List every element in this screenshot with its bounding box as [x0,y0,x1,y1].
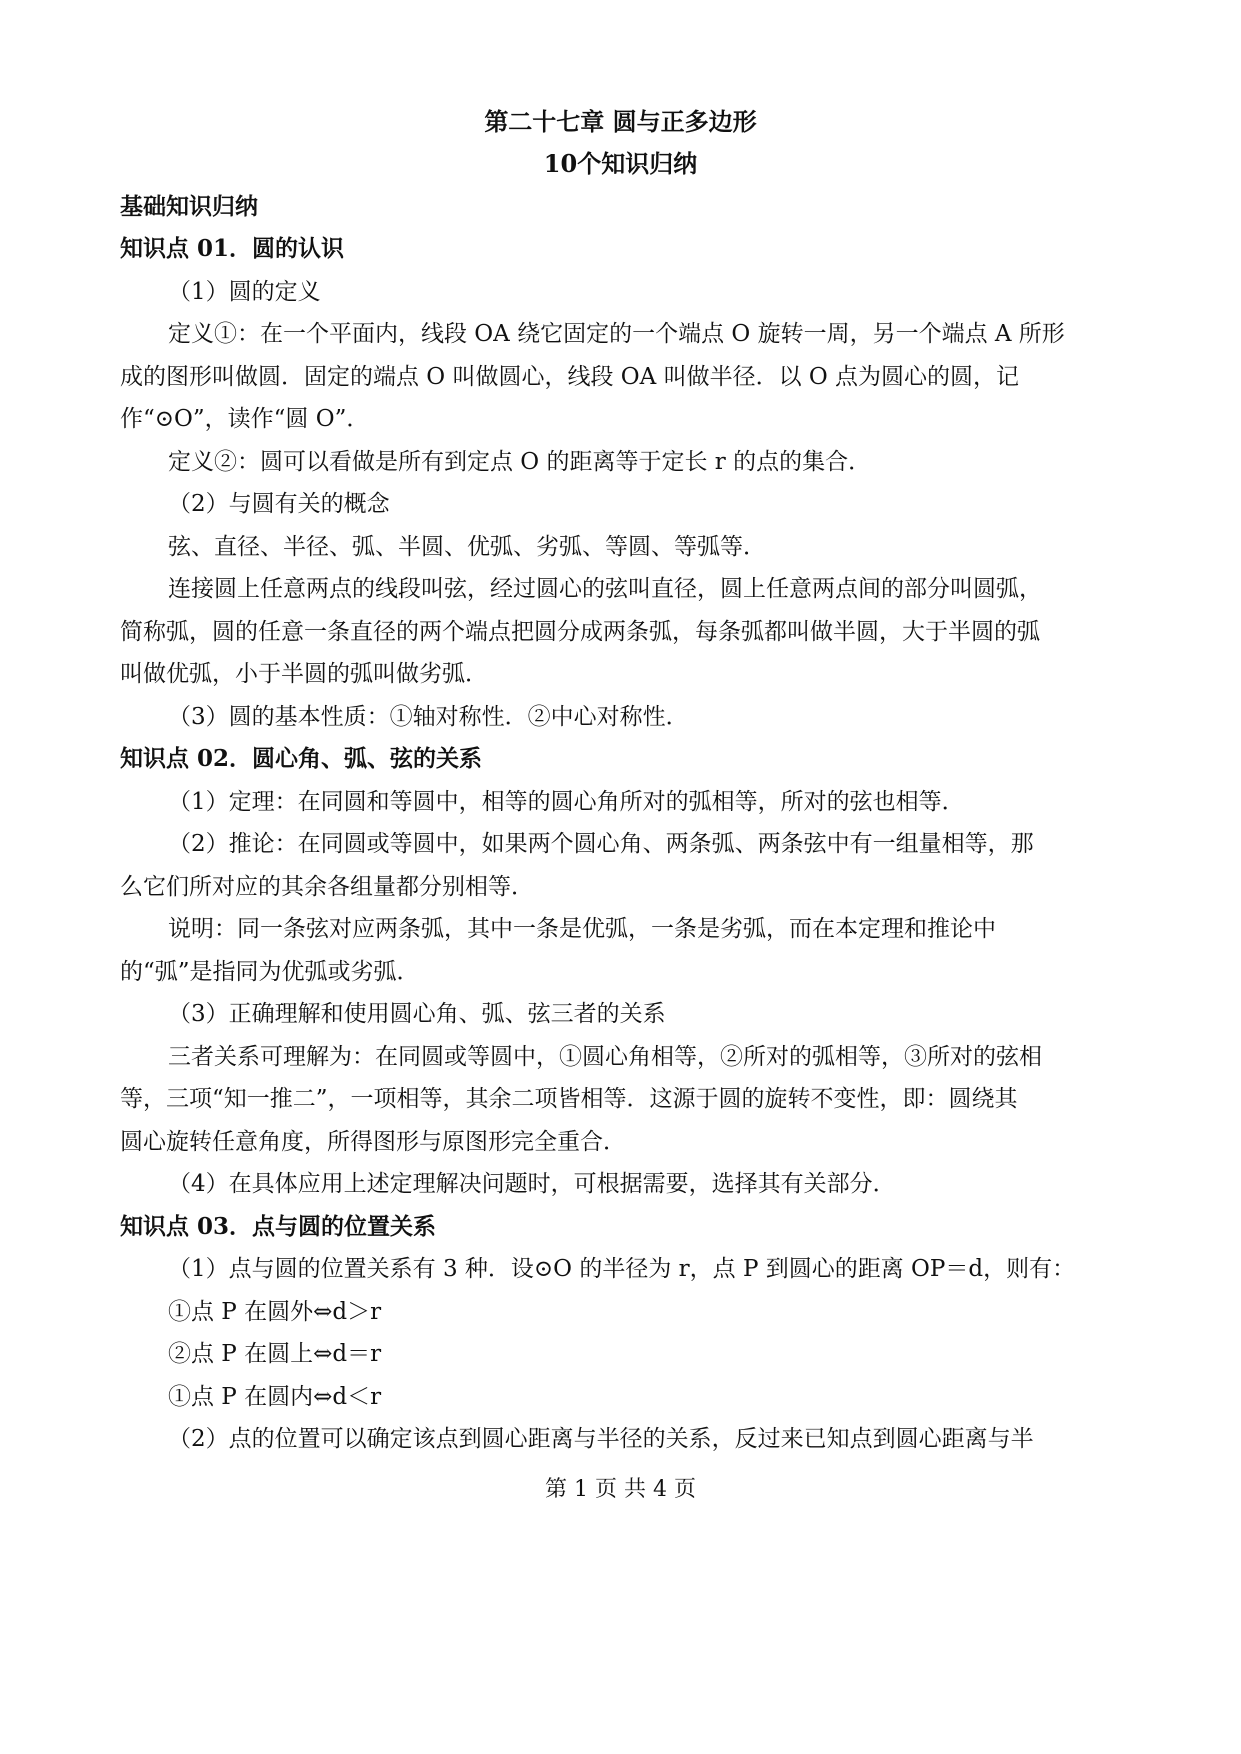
paragraph-line: 三者关系可理解为：在同圆或等圆中，①圆心角相等，②所对的弧相等，③所对的弦相 [168,1044,1042,1070]
paragraph-line: 定义①：在一个平面内，线段 OA 绕它固定的一个端点 O 旋转一周，另一个端点 A 所形 [168,321,1065,347]
paragraph-line: 叫做优弧，小于半圆的弧叫做劣弧． [120,661,488,687]
chapter-subtitle: 10个知识归纳 [543,149,698,178]
paragraph-line: 弦、直径、半径、弧、半圆、优弧、劣弧、等圆、等弧等． [168,534,766,560]
paragraph-line: （4）在具体应用上述定理解决问题时，可根据需要，选择其有关部分． [168,1171,896,1197]
subheading-circle-definition: （1）圆的定义 [168,279,321,305]
paragraph-line: （1）定理：在同圆和等圆中，相等的圆心角所对的弧相等，所对的弦也相等． [168,789,965,815]
paragraph-line: 圆心旋转任意角度，所得图形与原图形完全重合． [120,1129,626,1155]
paragraph-line: （2）推论：在同圆或等圆中，如果两个圆心角、两条弧、两条弦中有一组量相等，那 [168,831,1034,857]
relation-item: ②点 P 在圆上⇔d＝r [168,1341,382,1367]
knowledge-point-heading-01: 知识点 01．圆的认识 [120,235,345,262]
paragraph-line: 简称弧，圆的任意一条直径的两个端点把圆分成两条弧，每条弧都叫做半圆，大于半圆的弧 [120,619,1040,645]
paragraph-line: 的“弧”是指同为优弧或劣弧． [120,959,420,985]
paragraph-line: 等，三项“知一推二”，一项相等，其余二项皆相等．这源于圆的旋转不变性，即：圆绕其 [120,1086,1018,1112]
paragraph-line: 作“⊙O”，读作“圆 O”． [120,406,370,432]
paragraph-line: 么它们所对应的其余各组量都分别相等． [120,874,534,900]
relation-item: ①点 P 在圆内⇔d＜r [168,1384,382,1410]
chapter-title: 第二十七章 圆与正多边形 [484,107,757,136]
knowledge-point-heading-03: 知识点 03．点与圆的位置关系 [120,1213,437,1240]
section-heading: 基础知识归纳 [120,193,258,220]
subheading-basic-properties: （3）圆的基本性质：①轴对称性．②中心对称性． [168,704,689,730]
relation-item: ①点 P 在圆外⇔d＞r [168,1299,382,1325]
paragraph-line: 说明：同一条弦对应两条弧，其中一条是优弧，一条是劣弧，而在本定理和推论中 [168,916,996,942]
paragraph-line: （2）点的位置可以确定该点到圆心距离与半径的关系，反过来已知点到圆心距离与半 [168,1426,1034,1452]
paragraph-line: （1）点与圆的位置关系有 3 种．设⊙O 的半径为 r，点 P 到圆心的距离 OP＝d，则有： [168,1256,1076,1282]
paragraph-line: 成的图形叫做圆．固定的端点 O 叫做圆心，线段 OA 叫做半径．以 O 点为圆心的圆，记 [120,364,1020,390]
knowledge-point-heading-02: 知识点 02．圆心角、弧、弦的关系 [120,745,483,772]
paragraph-line: 连接圆上任意两点的线段叫弦，经过圆心的弦叫直径，圆上任意两点间的部分叫圆弧， [168,576,1042,602]
subheading-understanding: （3）正确理解和使用圆心角、弧、弦三者的关系 [168,1001,666,1027]
subheading-related-concepts: （2）与圆有关的概念 [168,491,390,517]
paragraph-line: 定义②：圆可以看做是所有到定点 O 的距离等于定长 r 的点的集合． [168,449,872,475]
page-footer: 第 1 页 共 4 页 [545,1477,696,1502]
